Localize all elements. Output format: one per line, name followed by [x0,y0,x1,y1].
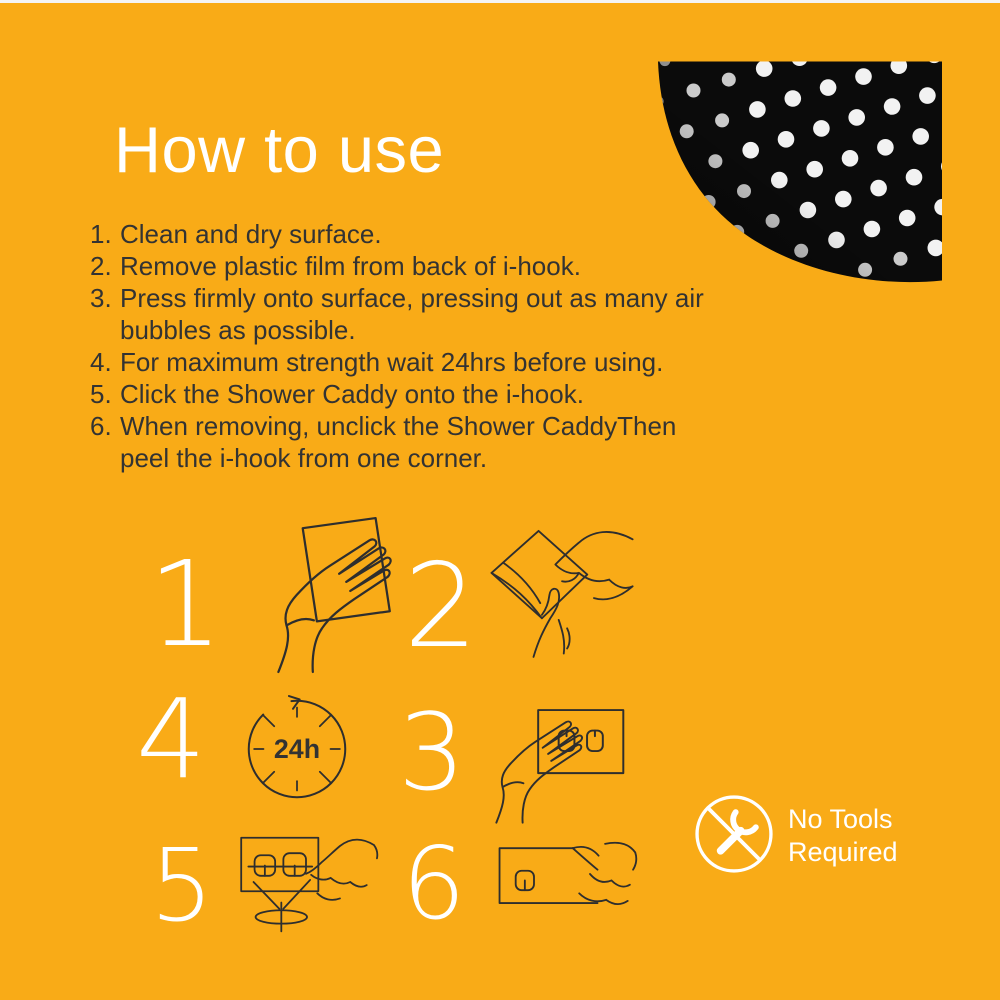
peel-film-icon [468,506,636,670]
upper-hand [555,532,632,599]
step-4-number: 4 [136,675,206,803]
instruction-text: Click the Shower Caddy onto the i-hook. [120,379,584,409]
no-tools-icon [692,792,776,876]
lower-hand [534,589,570,657]
wrench-head [733,812,756,832]
instruction-item [90,378,716,410]
step-5-number: 5 [150,827,214,944]
instruction-item [90,250,716,282]
press-hook-icon [466,688,634,822]
film [492,531,588,618]
hand [278,539,390,672]
film-bend [492,563,542,618]
instruction-text: For maximum strength wait 24hrs before using. [120,347,664,377]
instruction-list [90,218,716,474]
instruction-number: 5. [90,379,112,409]
hand [573,843,637,904]
instruction-item [90,410,716,474]
no-tools-label-line1: No Tools [788,804,893,834]
step-2-number: 2 [404,539,478,674]
instruction-item [90,346,716,378]
step-1-number: 1 [148,535,224,673]
wipe-surface-icon [224,512,430,674]
hand [496,722,582,823]
instruction-item [90,218,716,250]
instruction-number: 2. [90,251,112,281]
top-margin [0,0,1000,3]
step-6-number: 6 [402,825,466,942]
clock-label: 24h [273,734,321,764]
instruction-text: When removing, unclick the Shower CaddyThen peel the i-hook from one corner. [120,411,677,473]
instruction-text: Remove plastic film from back of i-hook. [120,251,581,281]
instruction-item [90,282,716,346]
instruction-number: 6. [90,411,112,441]
instruction-text: Clean and dry surface. [120,219,382,249]
instruction-number: 3. [90,283,112,313]
clockwise-arrow [289,696,300,709]
instruction-number: 4. [90,347,112,377]
wrench-icon [721,831,741,851]
click-caddy-icon [234,830,378,934]
step-3-number: 3 [398,691,466,814]
no-tools-label-line2: Required [788,837,898,867]
page-title: How to use [114,113,445,186]
clock-24h-icon [230,682,364,816]
instruction-text: Press firmly onto surface, pressing out as many air bubbles as possible. [120,283,704,345]
no-tools-badge [788,803,898,869]
instruction-number: 1. [90,219,112,249]
peel-hook-icon [492,840,632,922]
